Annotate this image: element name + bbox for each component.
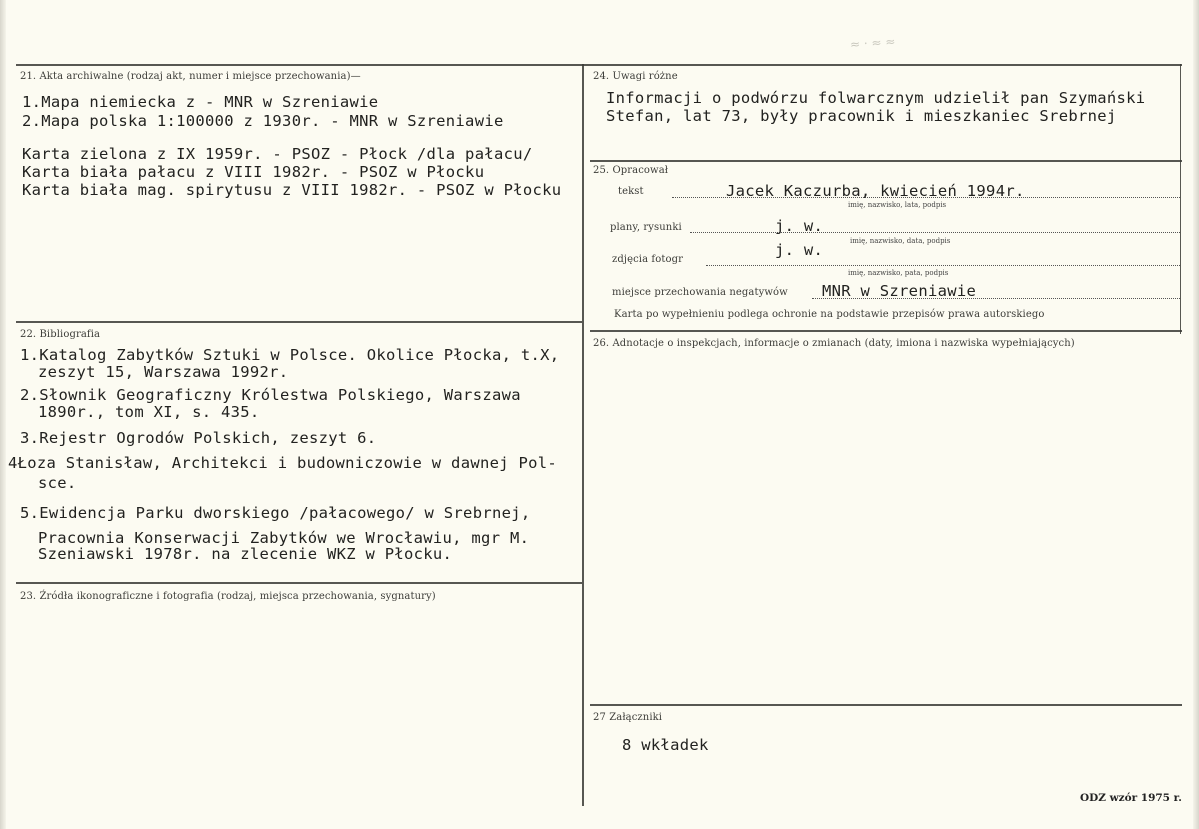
paper-edge-left xyxy=(0,0,6,829)
negatives-location-label: miejsce przechowania negatywów xyxy=(612,287,788,298)
copyright-note: Karta po wypełnieniu podlega ochronie na podstawie przepisów prawa autorskiego xyxy=(614,309,1045,320)
rule-21-22 xyxy=(16,321,582,323)
remarks-line-1: Informacji o podwórzu folwarcznym udzielił pan Szymański xyxy=(606,89,1146,107)
bibliography-line-6: 4Łoza Stanisław, Architekci i budowniczowie w dawnej Pol- xyxy=(8,454,558,472)
zdjecia-caption: imię, nazwisko, pata, podpis xyxy=(848,269,949,277)
archive-line-3: Karta zielona z IX 1959r. - PSOZ - Płock /dla pałacu/ xyxy=(22,145,533,163)
bibliography-line-2: zeszyt 15, Warszawa 1992r. xyxy=(38,363,289,381)
archive-line-5: Karta biała mag. spirytusu z VIII 1982r. - PSOZ w Płocku xyxy=(22,181,562,199)
section-25-label: 25. Opracował xyxy=(593,165,669,176)
attachments-value: 8 wkładek xyxy=(622,736,709,754)
right-border xyxy=(1180,64,1181,334)
section-23-label: 23. Źródła ikonograficzne i fotografia (rodzaj, miejsca przechowania, sygnatury) xyxy=(20,591,436,602)
zdjecia-label: zdjęcia fotogr xyxy=(612,254,683,265)
bibliography-line-3: 2.Słownik Geograficzny Królestwa Polskiego, Warszawa xyxy=(20,386,521,404)
tekst-label: tekst xyxy=(618,186,644,197)
paper-smudge: ≈ · ≈ ≈ xyxy=(849,34,896,52)
bibliography-line-7: sce. xyxy=(38,474,77,492)
plany-caption: imię, nazwisko, data, podpis xyxy=(850,237,951,245)
section-27-label: 27 Załączniki xyxy=(593,712,663,723)
bibliography-line-1: 1.Katalog Zabytków Sztuki w Polsce. Okolice Płocka, t.X, xyxy=(20,346,560,364)
bibliography-line-9: Pracownia Konserwacji Zabytków we Wrocławiu, mgr M. xyxy=(38,529,530,547)
center-divider xyxy=(582,64,584,806)
section-22-label: 22. Bibliografia xyxy=(20,329,101,340)
plany-dotted-line xyxy=(690,232,1180,233)
plany-value: j. w. xyxy=(775,217,824,235)
zdjecia-dotted-line xyxy=(706,265,1180,266)
rule-26-27 xyxy=(590,704,1182,706)
section-24-label: 24. Uwagi różne xyxy=(593,71,678,82)
plany-label: plany, rysunki xyxy=(610,222,682,233)
bibliography-line-8: 5.Ewidencja Parku dworskiego /pałacowego/ w Srebrnej, xyxy=(20,504,531,522)
archive-line-1: 1.Mapa niemiecka z - MNR w Szreniawie xyxy=(22,93,379,111)
archive-line-2: 2.Mapa polska 1:100000 z 1930r. - MNR w Szreniawie xyxy=(22,112,504,130)
negatives-location-value: MNR w Szreniawie xyxy=(822,282,977,300)
form-identifier: ODZ wzór 1975 r. xyxy=(1080,792,1182,804)
paper-edge-right xyxy=(1193,0,1199,829)
bibliography-line-10: Szeniawski 1978r. na zlecenie WKZ w Płocku. xyxy=(38,545,453,563)
archive-line-4: Karta biała pałacu z VIII 1982r. - PSOZ w Płocku xyxy=(22,163,485,181)
rule-22-23 xyxy=(16,582,582,584)
section-26-label: 26. Adnotacje o inspekcjach, informacje o zmianach (daty, imiona i nazwiska wypełniających) xyxy=(593,338,1075,349)
bibliography-line-5: 3.Rejestr Ogrodów Polskich, zeszyt 6. xyxy=(20,429,377,447)
tekst-caption: imię, nazwisko, lata, podpis xyxy=(848,201,947,209)
top-rule xyxy=(16,64,1182,66)
section-21-label: 21. Akta archiwalne (rodzaj akt, numer i miejsce przechowania)— xyxy=(20,71,361,82)
tekst-value: Jacek Kaczurba, kwiecień 1994r. xyxy=(726,182,1025,200)
bibliography-line-4: 1890r., tom XI, s. 435. xyxy=(38,403,260,421)
rule-25-26 xyxy=(590,330,1182,332)
remarks-line-2: Stefan, lat 73, były pracownik i mieszkaniec Srebrnej xyxy=(606,107,1117,125)
zdjecia-value: j. w. xyxy=(775,241,824,259)
rule-24-25 xyxy=(590,160,1182,162)
